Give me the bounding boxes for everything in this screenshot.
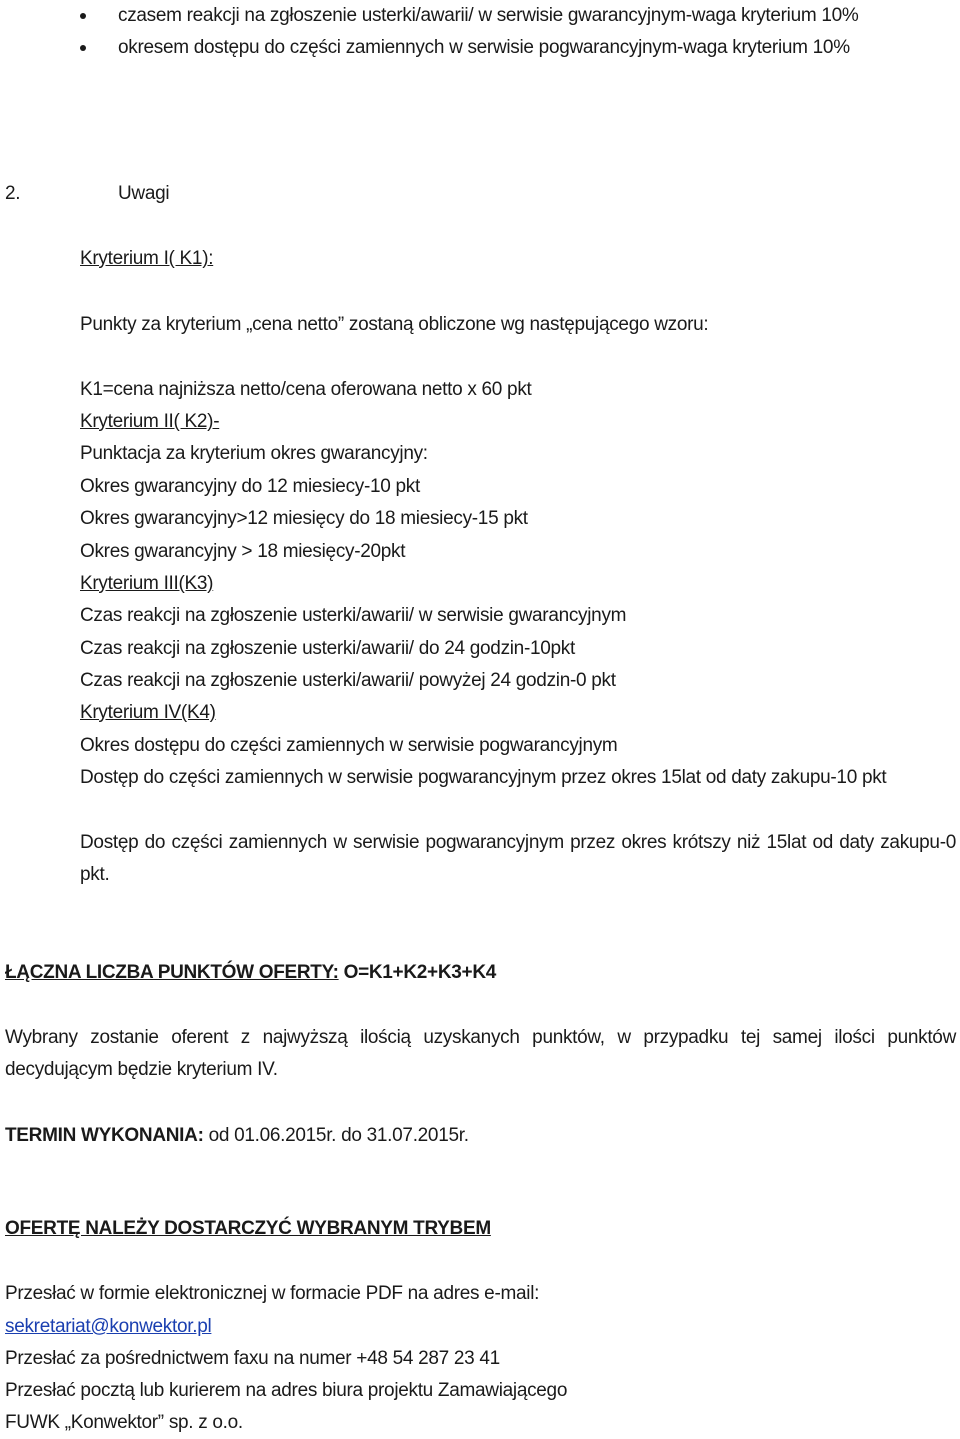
delivery-heading: OFERTĘ NALEŻY DOSTARCZYĆ WYBRANYM TRYBEM	[5, 1218, 491, 1239]
bullet-item	[80, 0, 958, 32]
selection-note: Wybrany zostanie oferent z najwyższą ilością uzyskanych punktów, w przypadku tej samej ilości punktów decydującym będzie kryterium IV.	[5, 1027, 956, 1080]
deadline-line	[5, 1120, 469, 1152]
total-score-line	[5, 957, 496, 989]
k2-subtitle: Punktacja za kryterium okres gwarancyjny:	[80, 443, 428, 464]
k2-rule: Okres gwarancyjny>12 miesięcy do 18 miesiecy-15 pkt	[80, 508, 528, 529]
bullet-text: okresem dostępu do części zamiennych w serwisie pogwarancyjnym-waga kryterium 10%	[118, 37, 850, 58]
delivery-mail-line: Przesłać pocztą lub kurierem na adres biura projektu Zamawiającego	[5, 1380, 568, 1401]
bullet-dot-icon	[80, 13, 86, 19]
delivery-email-line: Przesłać w formie elektronicznej w formacie PDF na adres e-mail:	[5, 1283, 540, 1304]
delivery-email-link[interactable]: sekretariat@konwektor.pl	[5, 1316, 212, 1337]
total-score-label: ŁĄCZNA LICZBA PUNKTÓW OFERTY:	[5, 962, 339, 983]
k3-rule: Czas reakcji na zgłoszenie usterki/awarii/ powyżej 24 godzin-0 pkt	[80, 670, 616, 691]
k2-rule: Okres gwarancyjny do 12 miesiecy-10 pkt	[80, 476, 420, 497]
bullet-dot-icon	[80, 45, 86, 51]
delivery-fax-line: Przesłać za pośrednictwem faxu na numer +48 54 287 23 41	[5, 1348, 500, 1369]
k1-heading: Kryterium I( K1):	[80, 248, 214, 269]
bullet-item	[80, 32, 958, 64]
deadline-label: TERMIN WYKONANIA:	[5, 1125, 204, 1146]
k4-heading: Kryterium IV(K4)	[80, 702, 216, 723]
bullet-text: czasem reakcji na zgłoszenie usterki/awarii/ w serwisie gwarancyjnym-waga kryterium 10%	[118, 5, 859, 26]
section-title: Uwagi	[118, 183, 170, 204]
k4-rule: Dostęp do części zamiennych w serwisie pogwarancyjnym przez okres 15lat od daty zakupu-10 pkt	[80, 767, 887, 788]
criteria-bullet-list	[80, 0, 958, 64]
k2-rule: Okres gwarancyjny > 18 miesięcy-20pkt	[80, 541, 406, 562]
delivery-company: FUWK „Konwektor” sp. z o.o.	[5, 1412, 243, 1433]
k3-rule: Czas reakcji na zgłoszenie usterki/awarii/ do 24 godzin-10pkt	[80, 638, 575, 659]
total-score-formula: O=K1+K2+K3+K4	[338, 962, 497, 983]
section-number: 2.	[5, 183, 21, 204]
deadline-value: od 01.06.2015r. do 31.07.2015r.	[203, 1125, 469, 1146]
k2-heading: Kryterium II( K2)-	[80, 411, 220, 432]
k1-formula: K1=cena najniższa netto/cena oferowana netto x 60 pkt	[80, 379, 532, 400]
k4-rule: Dostęp do części zamiennych w serwisie pogwarancyjnym przez okres krótszy niż 15lat od daty zakupu-0 pkt.	[80, 832, 956, 885]
k4-subtitle: Okres dostępu do części zamiennych w serwisie pogwarancyjnym	[80, 735, 618, 756]
k3-subtitle: Czas reakcji na zgłoszenie usterki/awarii/ w serwisie gwarancyjnym	[80, 605, 627, 626]
k3-heading: Kryterium III(K3)	[80, 573, 214, 594]
k1-intro: Punkty za kryterium „cena netto” zostaną obliczone wg następującego wzoru:	[80, 314, 709, 335]
